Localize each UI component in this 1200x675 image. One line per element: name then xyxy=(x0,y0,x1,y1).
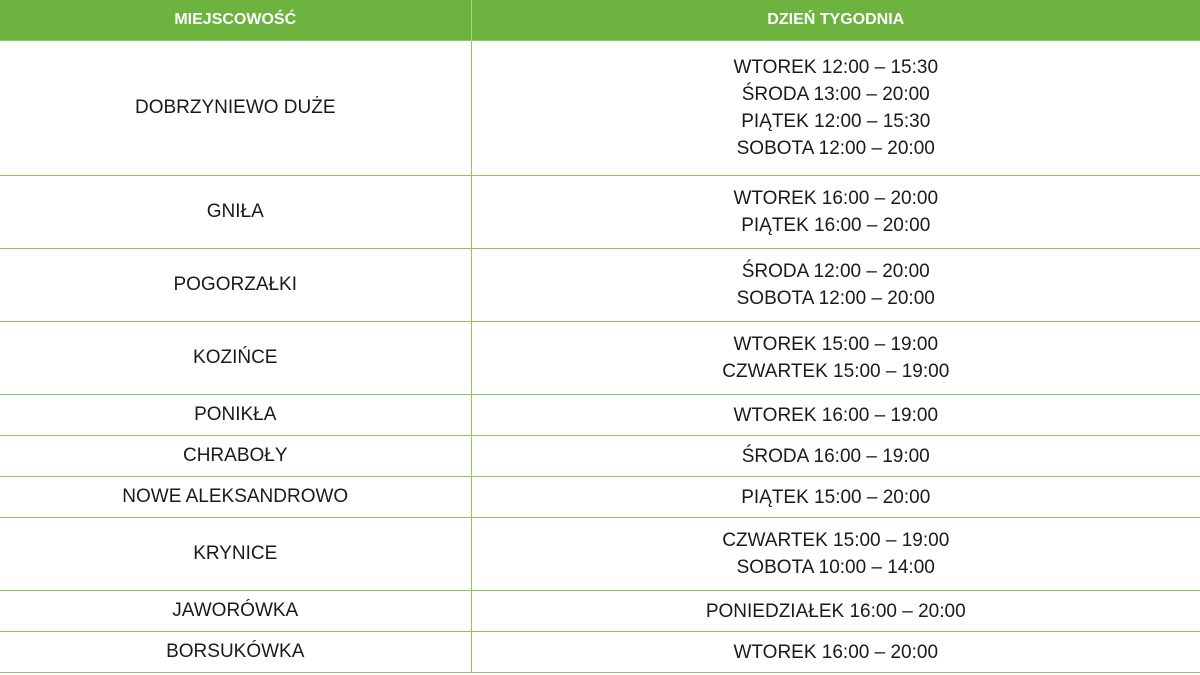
times-cell xyxy=(471,322,1200,395)
place-cell: PONIKŁA xyxy=(0,395,471,436)
time-line: ŚRODA 12:00 – 20:00 xyxy=(741,261,930,282)
header-place: MIEJSCOWOŚĆ xyxy=(0,0,471,41)
time-line: WTOREK 16:00 – 19:00 xyxy=(733,404,939,426)
time-line: WTOREK 15:00 – 19:00 xyxy=(733,334,939,355)
time-line: WTOREK 16:00 – 20:00 xyxy=(733,641,939,663)
place-cell: KRYNICE xyxy=(0,518,471,591)
place-cell: NOWE ALEKSANDROWO xyxy=(0,477,471,518)
table-row xyxy=(0,518,1200,591)
times-cell xyxy=(471,395,1200,436)
time-line: SOBOTA 12:00 – 20:00 xyxy=(736,138,935,159)
times-cell xyxy=(471,176,1200,249)
time-line: PIĄTEK 16:00 – 20:00 xyxy=(741,215,931,236)
place-cell: JAWORÓWKA xyxy=(0,591,471,632)
time-line: PIĄTEK 15:00 – 20:00 xyxy=(741,486,931,508)
place-cell: BORSUKÓWKA xyxy=(0,632,471,673)
place-cell: GNIŁA xyxy=(0,176,471,249)
times-cell xyxy=(471,477,1200,518)
time-line: SOBOTA 10:00 – 14:00 xyxy=(736,557,935,578)
times-cell xyxy=(471,591,1200,632)
time-line: ŚRODA 13:00 – 20:00 xyxy=(741,84,930,105)
time-line: CZWARTEK 15:00 – 19:00 xyxy=(722,361,950,382)
time-line: ŚRODA 16:00 – 19:00 xyxy=(741,445,930,467)
place-cell: POGORZAŁKI xyxy=(0,249,471,322)
time-line: SOBOTA 12:00 – 20:00 xyxy=(736,288,935,309)
place-cell: CHRABOŁY xyxy=(0,436,471,477)
table-row xyxy=(0,477,1200,518)
place-cell: KOZIŃCE xyxy=(0,322,471,395)
times-cell xyxy=(471,249,1200,322)
table-row xyxy=(0,41,1200,176)
time-line: WTOREK 16:00 – 20:00 xyxy=(733,188,939,209)
table-row xyxy=(0,591,1200,632)
table-row xyxy=(0,395,1200,436)
time-line: PIĄTEK 12:00 – 15:30 xyxy=(741,111,931,132)
times-cell xyxy=(471,436,1200,477)
header-row xyxy=(0,0,1200,41)
header-day: DZIEŃ TYGODNIA xyxy=(471,0,1200,41)
table-row xyxy=(0,632,1200,673)
times-cell xyxy=(471,632,1200,673)
place-cell: DOBRZYNIEWO DUŻE xyxy=(0,41,471,176)
table-row xyxy=(0,176,1200,249)
time-line: PONIEDZIAŁEK 16:00 – 20:00 xyxy=(705,600,966,622)
time-line: WTOREK 12:00 – 15:30 xyxy=(733,57,939,78)
time-line: CZWARTEK 15:00 – 19:00 xyxy=(722,530,950,551)
times-cell xyxy=(471,41,1200,176)
table-row xyxy=(0,249,1200,322)
table-row xyxy=(0,322,1200,395)
table-row xyxy=(0,436,1200,477)
times-cell xyxy=(471,518,1200,591)
